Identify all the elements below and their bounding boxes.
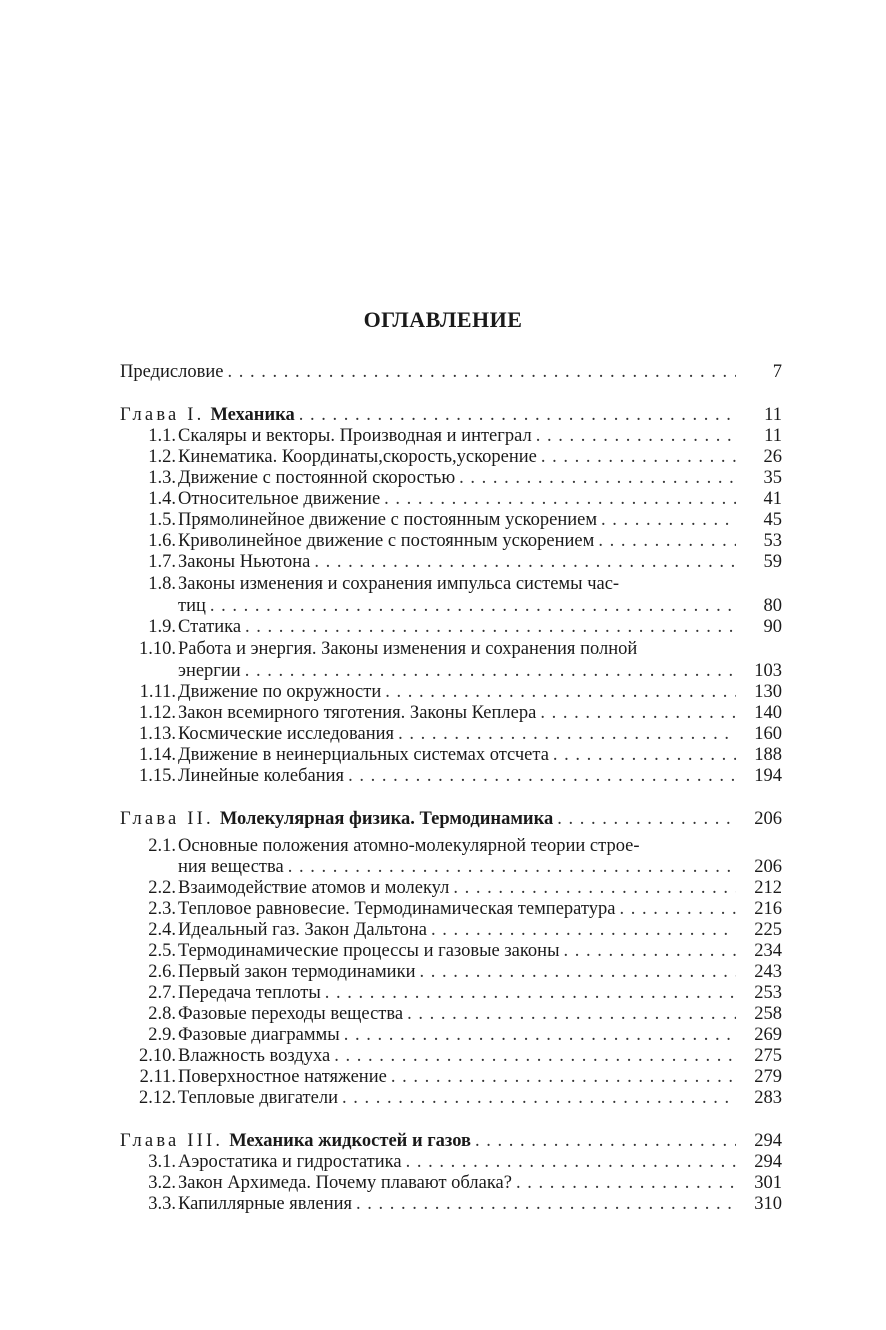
section-number: 3.3.: [148, 1194, 176, 1214]
section-number: 1.12.: [139, 703, 176, 723]
dot-leader: [475, 1131, 736, 1152]
section-title: Космические исследования: [178, 724, 395, 744]
toc-entry[interactable]: [120, 766, 782, 787]
toc-chapter-1[interactable]: [120, 405, 782, 426]
section-title-continuation: энергии: [178, 661, 241, 681]
page-title: ОГЛАВЛЕНИЕ: [363, 307, 523, 332]
toc-entry[interactable]: [120, 447, 782, 468]
dot-leader: [431, 920, 736, 941]
dot-leader: [557, 809, 736, 830]
toc-entry[interactable]: [120, 878, 782, 899]
toc-entry-page: 258: [754, 1004, 782, 1024]
chapter-label: Глава I.: [120, 405, 205, 425]
toc-entry[interactable]: [120, 983, 782, 1004]
section-number: 1.8.: [148, 574, 176, 594]
section-number: 2.1.: [148, 836, 176, 856]
toc-entry-page: 59: [763, 552, 782, 572]
section-number: 2.9.: [148, 1025, 176, 1045]
section-number: 2.12.: [139, 1088, 176, 1108]
toc-entry[interactable]: [120, 962, 782, 983]
toc-entry-page: 11: [764, 426, 782, 446]
section-number: 1.13.: [139, 724, 176, 744]
section-title: Линейные колебания: [178, 766, 345, 786]
toc-entry-page: 41: [763, 489, 782, 509]
section-title: Идеальный газ. Закон Дальтона: [178, 920, 427, 940]
toc-entry-page: 194: [754, 766, 782, 786]
toc-entry-page: 294: [754, 1152, 782, 1172]
section-number: 1.11.: [139, 682, 176, 702]
toc-entry[interactable]: [120, 510, 782, 531]
section-title-continuation: тиц: [178, 596, 206, 616]
section-title: Аэростатика и гидростатика: [178, 1152, 402, 1172]
dot-leader: [564, 941, 736, 962]
toc-entry-page: 206: [754, 809, 782, 829]
dot-leader: [348, 766, 736, 787]
section-title: Движение по окружности: [178, 682, 382, 702]
section-title: Основные положения атомно-молекулярной теории строе-: [178, 836, 640, 856]
dot-leader: [516, 1173, 736, 1194]
toc-entry-page: 301: [754, 1173, 782, 1193]
section-title-continuation: ния вещества: [178, 857, 284, 877]
toc-entry-page: 45: [763, 510, 782, 530]
section-title: Закон всемирного тяготения. Законы Кеплера: [178, 703, 537, 723]
toc-entry[interactable]: [120, 899, 782, 920]
section-title: Статика: [178, 617, 242, 637]
dot-leader: [385, 682, 736, 703]
dot-leader: [334, 1046, 736, 1067]
dot-leader: [536, 426, 736, 447]
toc-entry-page: 216: [754, 899, 782, 919]
dot-leader: [288, 857, 736, 878]
toc-entry-continuation[interactable]: [178, 596, 782, 617]
toc-entry-page: 35: [763, 468, 782, 488]
section-title: Работа и энергия. Законы изменения и сохранения полной: [178, 639, 638, 659]
section-title: Тепловые двигатели: [178, 1088, 338, 1108]
toc-entry[interactable]: [120, 617, 782, 638]
toc-entry[interactable]: [120, 941, 782, 962]
dot-leader: [553, 745, 736, 766]
dot-leader: [407, 1004, 736, 1025]
toc-entry[interactable]: [120, 531, 782, 552]
dot-leader: [540, 703, 736, 724]
dot-leader: [398, 724, 736, 745]
toc-chapter-3[interactable]: [120, 1131, 782, 1152]
dot-leader: [541, 447, 736, 468]
section-title: Поверхностное натяжение: [178, 1067, 387, 1087]
toc-entry-page: 279: [754, 1067, 782, 1087]
dot-leader: [619, 899, 736, 920]
toc-entry-page: 53: [763, 531, 782, 551]
toc-entry[interactable]: [120, 552, 782, 573]
dot-leader: [325, 983, 736, 1004]
toc-entry[interactable]: [120, 574, 782, 595]
chapter-label: Глава II.: [120, 809, 214, 829]
section-number: 2.4.: [148, 920, 176, 940]
section-title: Первый закон термодинамики: [178, 962, 416, 982]
toc-entry-page: 160: [754, 724, 782, 744]
toc-entry-page: 212: [754, 878, 782, 898]
section-number: 1.1.: [148, 426, 176, 446]
dot-leader: [391, 1067, 736, 1088]
section-number: 2.8.: [148, 1004, 176, 1024]
section-title: Закон Архимеда. Почему плавают облака?: [178, 1173, 512, 1193]
dot-leader: [344, 1025, 736, 1046]
section-title: Термодинамические процессы и газовые законы: [178, 941, 560, 961]
chapter-heading: [120, 405, 295, 426]
toc-entry-page: 188: [754, 745, 782, 765]
dot-leader: [598, 531, 736, 552]
toc-entry-page: 11: [764, 405, 782, 425]
dot-leader: [210, 596, 736, 617]
dot-leader: [406, 1152, 736, 1173]
section-number: 1.14.: [139, 745, 176, 765]
section-number: 1.2.: [148, 447, 176, 467]
toc-entry-page: 283: [754, 1088, 782, 1108]
toc-entry-page: 103: [754, 661, 782, 681]
section-number: 1.5.: [148, 510, 176, 530]
section-title: Взаимодействие атомов и молекул: [178, 878, 450, 898]
toc-entry-page: 310: [754, 1194, 782, 1214]
toc-entry[interactable]: [120, 1067, 782, 1088]
section-number: 1.4.: [148, 489, 176, 509]
section-number: 1.10.: [139, 639, 176, 659]
section-title: Фазовые диаграммы: [178, 1025, 340, 1045]
dot-leader: [601, 510, 736, 531]
toc-entry-page: 234: [754, 941, 782, 961]
toc-entry[interactable]: [120, 1173, 782, 1194]
toc-entry[interactable]: [120, 426, 782, 447]
dot-leader: [459, 468, 736, 489]
toc-entry[interactable]: [120, 1194, 782, 1215]
toc-entry[interactable]: [120, 1152, 782, 1173]
toc-entry-page: 269: [754, 1025, 782, 1045]
toc-entry[interactable]: [120, 920, 782, 941]
chapter-title: Механика жидкостей и газов: [229, 1131, 472, 1151]
dot-leader: [453, 878, 736, 899]
section-number: 2.3.: [148, 899, 176, 919]
section-title: Законы Ньютона: [178, 552, 311, 572]
toc-entry-page: 140: [754, 703, 782, 723]
toc-entry-continuation[interactable]: [178, 661, 782, 682]
section-number: 2.10.: [139, 1046, 176, 1066]
section-number: 2.2.: [148, 878, 176, 898]
toc-entry-page: 225: [754, 920, 782, 940]
toc-entry-continuation[interactable]: [178, 857, 782, 878]
toc-entry-page: 294: [754, 1131, 782, 1151]
dot-leader: [245, 661, 736, 682]
toc-entry[interactable]: [120, 1004, 782, 1025]
section-number: 1.9.: [148, 617, 176, 637]
toc-entry-page: 275: [754, 1046, 782, 1066]
section-number: 1.7.: [148, 552, 176, 572]
chapter-title: Механика: [210, 405, 295, 425]
toc-entry-page: 26: [763, 447, 782, 467]
toc-entry-page: 206: [754, 857, 782, 877]
section-title: Фазовые переходы вещества: [178, 1004, 404, 1024]
toc-entry[interactable]: [120, 639, 782, 660]
toc-entry[interactable]: [120, 745, 782, 766]
toc-chapter-2[interactable]: [120, 809, 782, 830]
dot-leader: [227, 362, 736, 383]
toc-entry-page: 243: [754, 962, 782, 982]
toc-entry[interactable]: [120, 1046, 782, 1067]
section-title: Относительное движение: [178, 489, 381, 509]
section-number: 2.6.: [148, 962, 176, 982]
toc-entry[interactable]: [120, 489, 782, 510]
dot-leader: [419, 962, 736, 983]
section-number: 2.7.: [148, 983, 176, 1003]
toc-entry-page: 7: [772, 362, 782, 382]
section-title: Прямолинейное движение с постоянным ускорением: [178, 510, 598, 530]
dot-leader: [299, 405, 736, 426]
section-number: 3.1.: [148, 1152, 176, 1172]
toc-entry[interactable]: [120, 1025, 782, 1046]
dot-leader: [245, 617, 736, 638]
section-number: 2.11.: [139, 1067, 176, 1087]
toc-entry[interactable]: [120, 468, 782, 489]
section-title: Законы изменения и сохранения импульса системы час-: [178, 574, 620, 594]
chapter-title: Молекулярная физика. Термодинамика: [219, 809, 554, 829]
section-title: Криволинейное движение с постоянным ускорением: [178, 531, 595, 551]
section-number: 3.2.: [148, 1173, 176, 1193]
dot-leader: [314, 552, 736, 573]
section-title: Движение с постоянной скоростью: [178, 468, 456, 488]
section-number: 1.6.: [148, 531, 176, 551]
dot-leader: [356, 1194, 736, 1215]
section-title: Влажность воздуха: [178, 1046, 331, 1066]
chapter-heading: [120, 1131, 471, 1152]
section-title: Передача теплоты: [178, 983, 321, 1003]
dot-leader: [384, 489, 736, 510]
chapter-label: Глава III.: [120, 1131, 224, 1151]
toc-entry[interactable]: [120, 836, 782, 857]
section-number: 1.15.: [139, 766, 176, 786]
section-title: Капиллярные явления: [178, 1194, 353, 1214]
section-title: Движение в неинерциальных системах отсчета: [178, 745, 549, 765]
toc-entry[interactable]: [120, 724, 782, 745]
toc-entry-preface[interactable]: [120, 362, 782, 383]
toc-entry-page: 130: [754, 682, 782, 702]
section-number: 2.5.: [148, 941, 176, 961]
toc-entry-page: 253: [754, 983, 782, 1003]
section-title: Кинематика. Координаты,скорость,ускорение: [178, 447, 537, 467]
toc-entry[interactable]: [120, 1088, 782, 1109]
toc-entry-page: 90: [763, 617, 782, 637]
toc-entry-page: 80: [763, 596, 782, 616]
toc-entry[interactable]: [120, 703, 782, 724]
toc-entry[interactable]: [120, 682, 782, 703]
dot-leader: [342, 1088, 736, 1109]
section-title: Тепловое равновесие. Термодинамическая температура: [178, 899, 616, 919]
section-number: 1.3.: [148, 468, 176, 488]
section-title: Скаляры и векторы. Производная и интеграл: [178, 426, 532, 446]
chapter-heading: [120, 809, 553, 830]
toc-entry-title: Предисловие: [120, 362, 224, 382]
